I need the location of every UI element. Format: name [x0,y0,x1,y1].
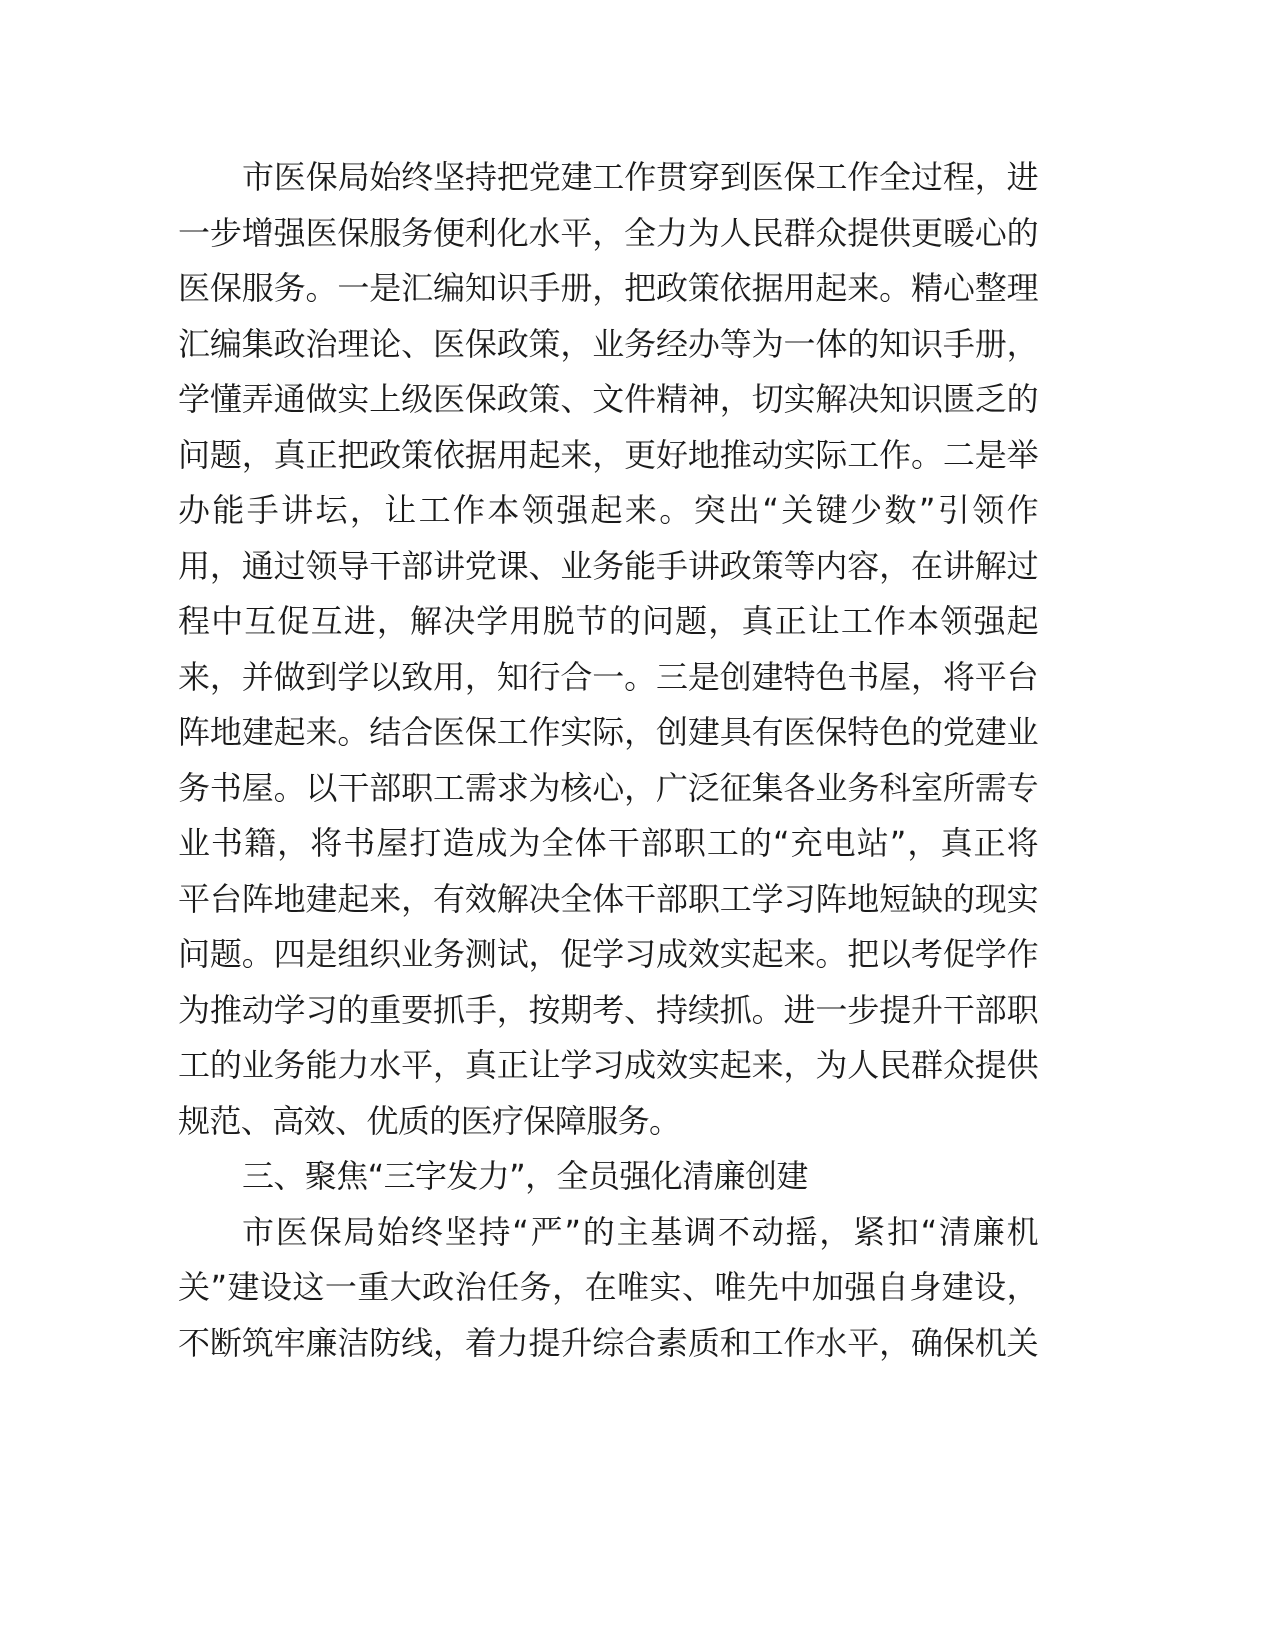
paragraph-line: 工的业务能力水平，真正让学习成效实起来，为人民群众提供 [178,1046,1038,1084]
paragraph-line: 一步增强医保服务便利化水平，全力为人民群众提供更暖心的 [178,213,1038,252]
paragraph-line: 平台阵地建起来，有效解决全体干部职工学习阵地短缺的现实 [178,879,1038,918]
section-heading-text: 三、聚焦“三字发力”，全员强化清廉创建 [242,1157,808,1195]
paragraph-line: 为推动学习的重要抓手，按期考、持续抓。进一步提升干部职 [178,990,1038,1029]
paragraph-line: 市医保局始终坚持把党建工作贯穿到医保工作全过程，进 [242,158,1038,196]
paragraph-line: 务书屋。以干部职工需求为核心，广泛征集各业务科室所需专 [178,768,1038,807]
paragraph-line: 学懂弄通做实上级医保政策、文件精神，切实解决知识匮乏的 [178,380,1038,418]
paragraph-line: 市医保局始终坚持“严”的主基调不动摇，紧扣“清廉机 [242,1212,1038,1251]
paragraph-line: 问题，真正把政策依据用起来，更好地推动实际工作。二是举 [178,435,1038,474]
paragraph-line: 规范、高效、优质的医疗保障服务。 [178,1101,681,1140]
paragraph-line: 医保服务。一是汇编知识手册，把政策依据用起来。精心整理 [178,269,1038,307]
paragraph-line: 程中互促互进，解决学用脱节的问题，真正让工作本领强起 [178,602,1038,640]
paragraph-line: 问题。四是组织业务测试，促学习成效实起来。把以考促学作 [178,935,1038,973]
document-body [178,150,1038,1371]
paragraph-clean-government [178,1205,1038,1372]
paragraph-line: 办能手讲坛，让工作本领强起来。突出“关键少数”引领作 [178,491,1038,529]
paragraph-line: 汇编集政治理论、医保政策，业务经办等为一体的知识手册， [178,324,1038,363]
paragraph-line: 阵地建起来。结合医保工作实际，创建具有医保特色的党建业 [178,713,1038,751]
paragraph-line: 用，通过领导干部讲党课、业务能手讲政策等内容，在讲解过 [178,546,1038,585]
paragraph-line: 关”建设这一重大政治任务，在唯实、唯先中加强自身建设， [178,1268,1038,1306]
paragraph-line: 业书籍，将书屋打造成为全体干部职工的“充电站”，真正将 [178,824,1038,862]
paragraph-line: 来，并做到学以致用，知行合一。三是创建特色书屋，将平台 [178,657,1038,696]
section-heading-3 [178,1149,1038,1205]
paragraph-party-building-services [178,150,1038,1149]
paragraph-line: 不断筑牢廉洁防线，着力提升综合素质和工作水平，确保机关 [178,1323,1038,1362]
